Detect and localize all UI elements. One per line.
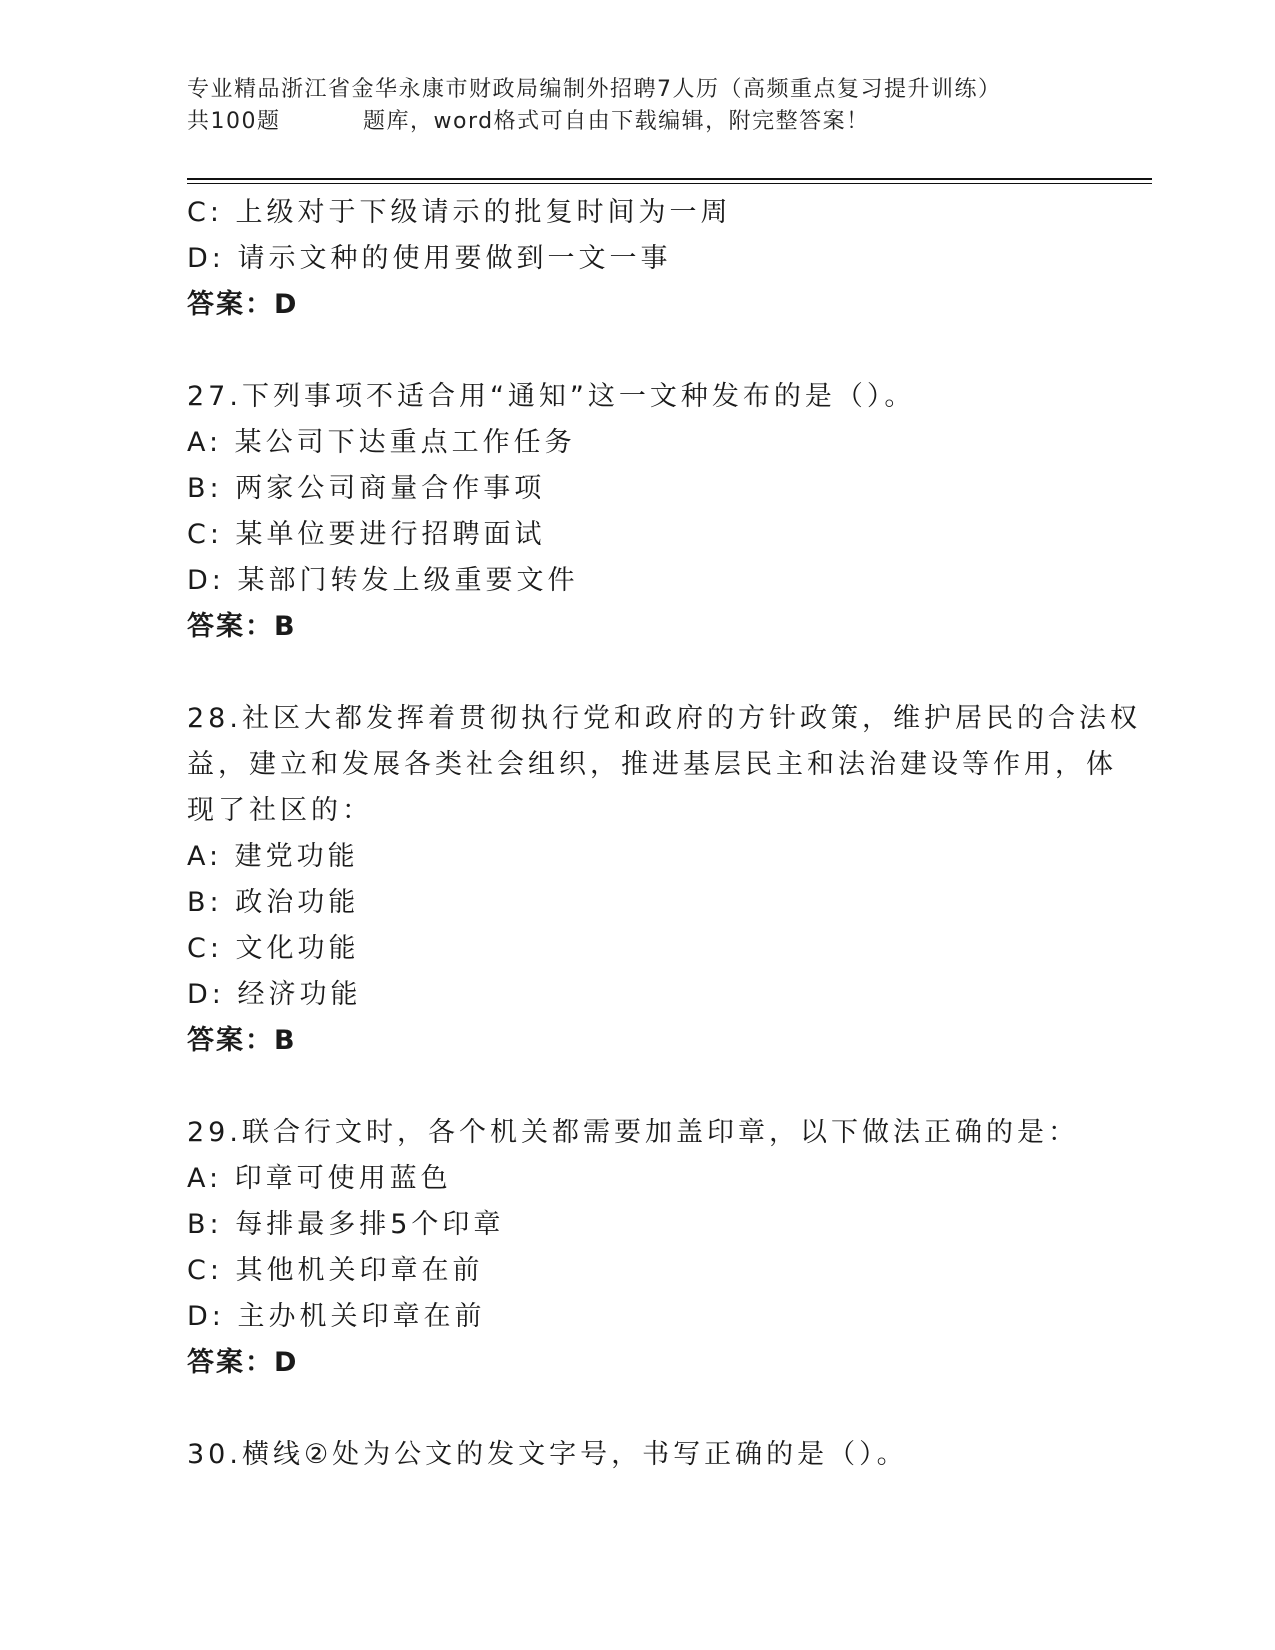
- question-stem-continued: 现了社区的：: [187, 795, 373, 826]
- header-divider-thick: [187, 178, 1152, 180]
- question-26-continued: [187, 190, 1087, 328]
- answer-line: 答案：B: [187, 611, 297, 642]
- option-d: D: 主办机关印章在前: [187, 1301, 486, 1332]
- spacer: [187, 650, 1087, 696]
- question-stem: 28.社区大都发挥着贯彻执行党和政府的方针政策，维护居民的合法权: [187, 703, 1141, 734]
- question-content: [187, 190, 1141, 1478]
- option-c: C: 文化功能: [187, 933, 360, 964]
- header-description: 题库，word格式可自由下载编辑，附完整答案！: [363, 109, 870, 134]
- option-b: B: 两家公司商量合作事项: [187, 473, 546, 504]
- header-title-line: 专业精品浙江省金华永康市财政局编制外招聘7人历（高频重点复习提升训练）: [187, 77, 1002, 102]
- option-c: C: 某单位要进行招聘面试: [187, 519, 546, 550]
- option-d: D: 请示文种的使用要做到一文一事: [187, 243, 672, 274]
- spacer: [187, 1064, 1087, 1110]
- option-c: C: 上级对于下级请示的批复时间为一周: [187, 197, 732, 228]
- question-stem: 30.横线②处为公文的发文字号，书写正确的是（）。: [187, 1439, 908, 1470]
- spacer: [187, 328, 1087, 374]
- question-29: [187, 1110, 1087, 1386]
- answer-line: 答案：B: [187, 1025, 297, 1056]
- header-question-count: 共100题: [187, 109, 281, 134]
- question-28: [187, 696, 1141, 1064]
- option-b: B: 每排最多排5个印章: [187, 1209, 505, 1240]
- header-subtitle-line: [187, 106, 1147, 138]
- document-header: [187, 74, 1147, 138]
- question-stem-continued: 益，建立和发展各类社会组织，推进基层民主和法治建设等作用，体: [187, 749, 1117, 780]
- question-27: [187, 374, 1087, 650]
- option-a: A: 某公司下达重点工作任务: [187, 427, 576, 458]
- option-a: A: 建党功能: [187, 841, 359, 872]
- header-divider-thin: [187, 183, 1152, 184]
- spacer: [187, 1386, 1087, 1432]
- option-d: D: 某部门转发上级重要文件: [187, 565, 579, 596]
- option-d: D: 经济功能: [187, 979, 362, 1010]
- option-b: B: 政治功能: [187, 887, 360, 918]
- option-c: C: 其他机关印章在前: [187, 1255, 484, 1286]
- answer-line: 答案：D: [187, 1347, 299, 1378]
- option-a: A: 印章可使用蓝色: [187, 1163, 452, 1194]
- answer-line: 答案：D: [187, 289, 299, 320]
- question-30: [187, 1432, 1087, 1478]
- question-stem: 29.联合行文时，各个机关都需要加盖印章，以下做法正确的是：: [187, 1117, 1079, 1148]
- question-stem: 27.下列事项不适合用“通知”这一文种发布的是（）。: [187, 381, 916, 412]
